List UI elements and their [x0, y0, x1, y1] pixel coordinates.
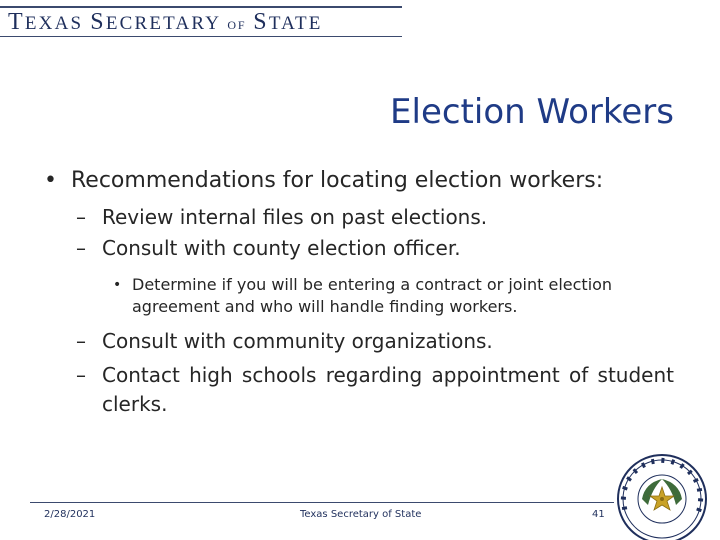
header-banner	[0, 0, 720, 46]
slide-title: Election Workers	[390, 92, 674, 132]
org-name-letter-t: T	[8, 9, 25, 35]
header-rule-top	[0, 6, 402, 8]
sub-bullet-text: Consult with community organizations.	[102, 329, 493, 353]
org-name-letter-s2: S	[253, 9, 269, 35]
footer-date: 2/28/2021	[44, 509, 96, 520]
dash-icon: –	[76, 236, 86, 260]
sub-bullet-text: Consult with county election officer.	[102, 236, 461, 260]
org-name-word-state: TATE	[268, 13, 323, 34]
header-rule-bottom	[0, 36, 402, 37]
bullet-dot-icon: •	[44, 168, 57, 193]
dash-icon: –	[76, 329, 86, 353]
dash-icon: –	[76, 205, 86, 229]
sub-sub-bullet-text: Determine if you will be entering a contract or joint election agreement and who will handle finding workers.	[132, 275, 613, 316]
org-name-word-texas: EXAS	[24, 13, 84, 34]
footer-org: Texas Secretary of State	[300, 509, 422, 520]
texas-state-seal-icon	[612, 453, 718, 540]
org-name-letter-s: S	[90, 9, 106, 35]
sub-bullet-text: Contact high schools regarding appointment of student clerks.	[102, 363, 674, 416]
bullet-level1-text: Recommendations for locating election workers:	[71, 168, 604, 193]
sub-bullet-text: Review internal files on past elections.	[102, 205, 488, 229]
org-name	[8, 9, 323, 36]
dash-icon: –	[76, 363, 86, 387]
bullet-dot-icon: •	[113, 277, 122, 293]
org-name-word-secretary: ECRETARY	[105, 13, 221, 34]
footer-rule	[30, 502, 614, 503]
footer-page-number: 41	[592, 509, 605, 520]
org-name-word-of: OF	[227, 18, 247, 32]
